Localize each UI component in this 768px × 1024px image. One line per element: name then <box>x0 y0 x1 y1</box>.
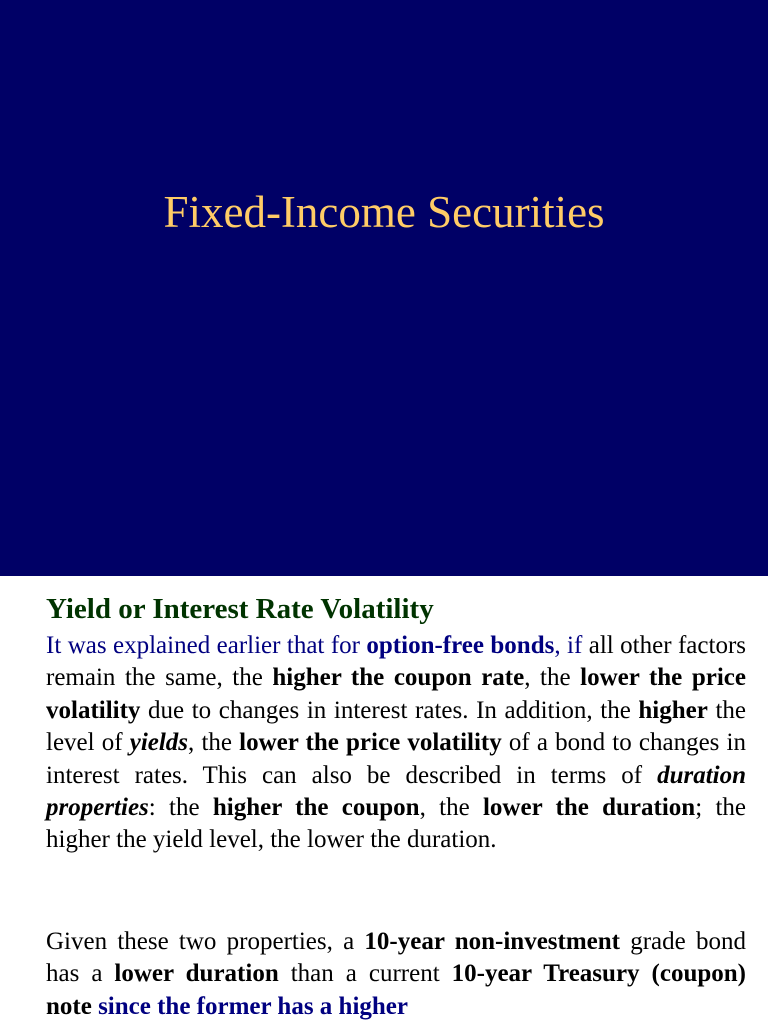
text-run: the level of <box>46 696 746 757</box>
text-run: Given these two properties, a <box>46 928 365 955</box>
text-run-bold: lower the price volatility <box>239 729 502 757</box>
text-run-bold: 10-year Treasury (coupon) note <box>46 960 746 1020</box>
text-run-bold: lower the duration <box>482 794 696 822</box>
text-run-bold: since the former has a higher <box>91 992 408 1020</box>
text-run-bold: higher the coupon <box>212 794 420 822</box>
text-run-bold-italic: duration properties <box>46 761 746 822</box>
text-run: : the <box>148 794 213 822</box>
text-run: due to changes in interest rates. In addition, the <box>140 696 639 724</box>
text-run: grade bond has a <box>46 928 746 988</box>
slide-heading: Yield or Interest Rate Volatility <box>46 593 434 625</box>
content-slide <box>0 576 768 1024</box>
body-paragraph-1 <box>46 630 746 857</box>
text-run-bold: 10-year non-investment <box>364 928 620 955</box>
text-run-bold: lower duration <box>114 960 279 988</box>
text-run: , the <box>419 794 483 822</box>
text-run: than a current <box>278 960 452 988</box>
text-run: of a bond to changes in interest rates. This can also be described in terms of <box>46 729 746 789</box>
text-run: , the <box>188 729 240 757</box>
text-run-bold-italic: yields <box>129 729 189 757</box>
text-run-bold: higher <box>638 696 708 724</box>
text-run-bold: higher the coupon rate <box>272 664 525 692</box>
text-run: ; the higher the yield level, the lower the duration. <box>46 794 746 854</box>
text-run: all other factors remain the same, the <box>46 632 747 692</box>
text-run-bold: option-free bonds <box>366 632 555 659</box>
text-run: , the <box>524 664 581 692</box>
text-run: , if <box>554 632 583 659</box>
slide-title: Fixed-Income Securities <box>163 187 605 237</box>
text-run-bold: lower the price volatility <box>46 664 746 724</box>
body-paragraph-2 <box>46 926 746 1023</box>
text-run: It was explained earlier that for <box>46 632 367 659</box>
